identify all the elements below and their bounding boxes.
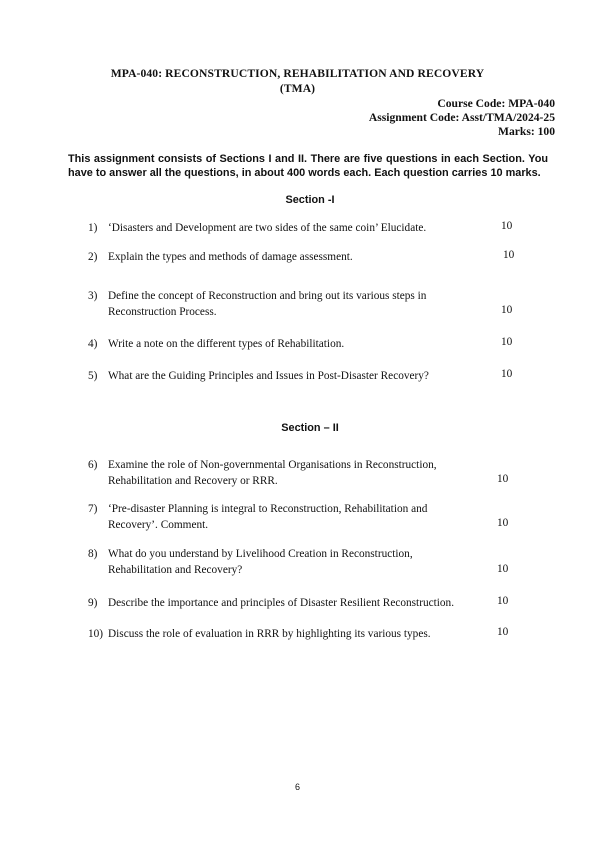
question-number: 5) [88,370,98,382]
question-number: 9) [88,597,98,609]
question-3 [88,288,448,320]
question-text: What are the Guiding Principles and Issues in Post-Disaster Recovery? [108,370,429,382]
question-1-marks: 10 [501,220,513,232]
question-number: 2) [88,251,98,263]
page-number: 6 [294,782,300,792]
question-1 [88,220,468,236]
question-text: Describe the importance and principles of Disaster Resilient Reconstruction. [108,597,455,609]
assignment-code: Assignment Code: Asst/TMA/2024-25 [368,111,555,124]
question-9 [88,595,488,611]
question-number: 8) [88,548,98,560]
question-4-marks: 10 [501,336,513,348]
question-text: Explain the types and methods of damage assessment. [108,251,353,263]
question-5 [88,368,488,384]
question-number: 1) [88,222,98,234]
question-3-marks: 10 [501,304,513,316]
question-text: Examine the role of Non-governmental Organisations in Reconstruction, Rehabilitation and Recovery or RRR. [108,459,437,487]
instructions: This assignment consists of Sections I and II. There are five questions in each Section. You have to answer all the questions, in about 400 words each. Each question carries 10 marks. [68,153,548,179]
question-8-marks: 10 [497,563,509,575]
question-text: Write a note on the different types of Rehabilitation. [108,338,345,350]
question-6-marks: 10 [497,473,509,485]
question-2 [88,249,468,265]
section-1-heading: Section -I [285,194,335,206]
question-7 [88,501,428,533]
question-6 [88,457,458,489]
question-2-marks: 10 [503,249,515,261]
course-code: Course Code: MPA-040 [437,97,555,110]
question-text: ‘Disasters and Development are two sides of the same coin’ Elucidate. [108,222,427,234]
question-number: 10) [88,628,104,640]
document-subtitle: (TMA) [279,82,316,95]
section-2-heading: Section – II [281,422,339,434]
question-10 [88,626,488,642]
question-number: 7) [88,503,98,515]
question-number: 6) [88,459,98,471]
question-9-marks: 10 [497,595,509,607]
question-text: ‘Pre-disaster Planning is integral to Reconstruction, Rehabilitation and Recovery’. Comment. [108,503,428,531]
question-7-marks: 10 [497,517,509,529]
question-8 [88,546,458,578]
question-text: Define the concept of Reconstruction and bring out its various steps in Reconstruction Process. [108,290,427,318]
question-10-marks: 10 [497,626,509,638]
question-number: 4) [88,338,98,350]
question-text: What do you understand by Livelihood Creation in Reconstruction, Rehabilitation and Recovery? [108,548,413,576]
question-4 [88,336,468,352]
document-title: MPA-040: RECONSTRUCTION, REHABILITATION AND RECOVERY [110,67,485,80]
total-marks: Marks: 100 [498,125,555,138]
question-text: Discuss the role of evaluation in RRR by highlighting its various types. [108,628,431,640]
question-5-marks: 10 [501,368,513,380]
question-number: 3) [88,290,98,302]
